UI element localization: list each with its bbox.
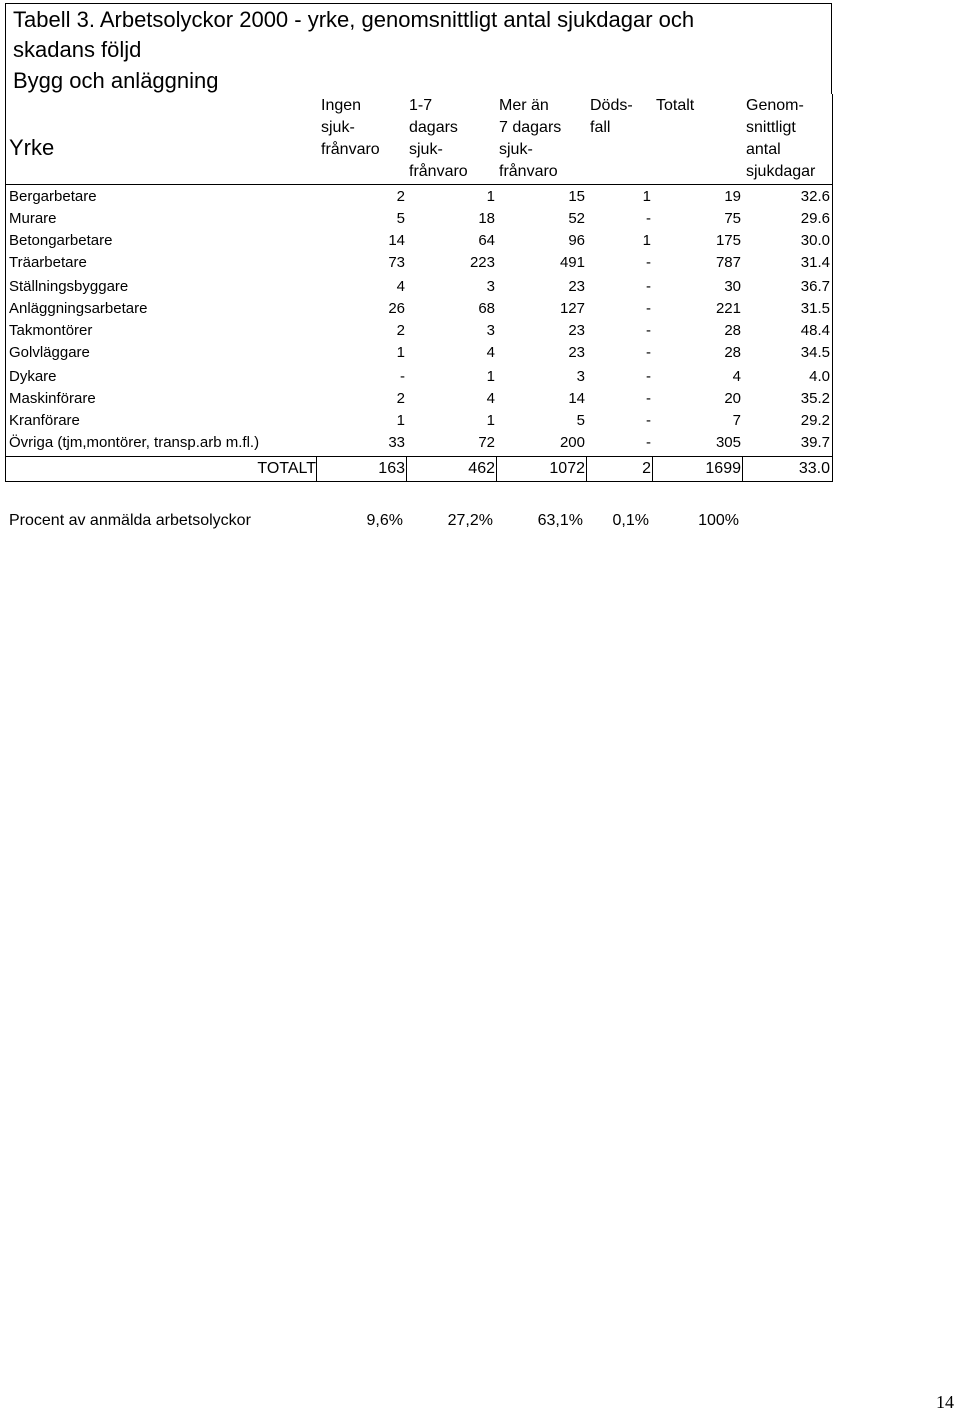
cell-ingen: 33 bbox=[388, 434, 405, 451]
percent-totalt: 100% bbox=[698, 512, 739, 529]
cell-over-7: 52 bbox=[568, 210, 585, 227]
cell-ingen: 1 bbox=[396, 344, 405, 361]
cell-dodsfall: - bbox=[646, 254, 651, 271]
cell-ingen: 2 bbox=[396, 390, 405, 407]
total-totalt: 1699 bbox=[705, 460, 741, 477]
header-line: antal bbox=[746, 141, 781, 158]
cell-totalt: 28 bbox=[724, 322, 741, 339]
cell-ingen: 5 bbox=[396, 210, 405, 227]
header-col-ingen bbox=[321, 95, 380, 161]
cell-yrke: Bergarbetare bbox=[9, 188, 97, 205]
cell-1-7: 1 bbox=[486, 412, 495, 429]
header-line: 1-7 bbox=[409, 97, 433, 114]
cell-over-7: 15 bbox=[568, 188, 585, 205]
header-line: sjuk- bbox=[409, 141, 443, 158]
percent-dodsfall: 0,1% bbox=[612, 512, 649, 529]
cell-over-7: 491 bbox=[559, 254, 585, 271]
cell-1-7: 223 bbox=[469, 254, 495, 271]
total-dodsfall: 2 bbox=[642, 460, 651, 477]
cell-snitt: 29.6 bbox=[800, 210, 830, 227]
table-title-box bbox=[5, 3, 832, 94]
cell-totalt: 28 bbox=[724, 344, 741, 361]
cell-totalt: 787 bbox=[715, 254, 741, 271]
header-col-totalt bbox=[656, 95, 694, 117]
cell-over-7: 200 bbox=[559, 434, 585, 451]
cell-1-7: 4 bbox=[486, 390, 495, 407]
cell-ingen: 73 bbox=[388, 254, 405, 271]
cell-totalt: 19 bbox=[724, 188, 741, 205]
table-row bbox=[5, 366, 832, 388]
cell-yrke: Ställningsbyggare bbox=[9, 278, 129, 295]
cell-snitt: 48.4 bbox=[800, 322, 830, 339]
cell-ingen: 2 bbox=[396, 322, 405, 339]
cell-ingen: 2 bbox=[396, 188, 405, 205]
table-row bbox=[5, 320, 832, 342]
total-snitt: 33.0 bbox=[798, 460, 830, 477]
header-line: Totalt bbox=[656, 97, 695, 114]
total-label: TOTALT bbox=[257, 460, 316, 477]
cell-yrke: Dykare bbox=[9, 368, 57, 385]
header-line: Genom- bbox=[746, 97, 804, 114]
cell-1-7: 4 bbox=[486, 344, 495, 361]
cell-over-7: 3 bbox=[576, 368, 585, 385]
cell-snitt: 32.6 bbox=[800, 188, 830, 205]
header-line: Mer än bbox=[499, 97, 549, 114]
cell-1-7: 72 bbox=[478, 434, 495, 451]
header-col-dodsfall bbox=[590, 95, 633, 139]
cell-yrke: Kranförare bbox=[9, 412, 80, 429]
cell-1-7: 64 bbox=[478, 232, 495, 249]
cell-over-7: 23 bbox=[568, 344, 585, 361]
header-line: frånvaro bbox=[321, 141, 380, 158]
cell-totalt: 175 bbox=[715, 232, 741, 249]
cell-over-7: 23 bbox=[568, 278, 585, 295]
header-line: dagars bbox=[409, 119, 458, 136]
percent-over-7: 63,1% bbox=[537, 512, 583, 529]
cell-snitt: 30.0 bbox=[800, 232, 830, 249]
cell-1-7: 3 bbox=[486, 278, 495, 295]
cell-1-7: 18 bbox=[478, 210, 495, 227]
page-number: 14 bbox=[936, 1392, 954, 1412]
cell-1-7: 1 bbox=[486, 188, 495, 205]
percent-row bbox=[9, 510, 769, 532]
total-1-7: 462 bbox=[468, 460, 495, 477]
total-bottom-border bbox=[5, 481, 833, 482]
table-row bbox=[5, 298, 832, 320]
cell-snitt: 29.2 bbox=[800, 412, 830, 429]
cell-dodsfall: - bbox=[646, 278, 651, 295]
cell-totalt: 221 bbox=[715, 300, 741, 317]
header-col-mer-an-7 bbox=[499, 95, 561, 183]
cell-yrke: Murare bbox=[9, 210, 57, 227]
cell-dodsfall: 1 bbox=[642, 232, 651, 249]
header-yrke: Yrke bbox=[9, 135, 55, 160]
cell-totalt: 30 bbox=[724, 278, 741, 295]
cell-snitt: 31.5 bbox=[800, 300, 830, 317]
cell-1-7: 68 bbox=[478, 300, 495, 317]
cell-snitt: 39.7 bbox=[800, 434, 830, 451]
table-row bbox=[5, 252, 832, 274]
cell-totalt: 305 bbox=[715, 434, 741, 451]
cell-ingen: - bbox=[400, 368, 405, 385]
percent-1-7: 27,2% bbox=[447, 512, 493, 529]
cell-dodsfall: - bbox=[646, 344, 651, 361]
cell-yrke: Övriga (tjm,montörer, transp.arb m.fl.) bbox=[9, 434, 260, 451]
cell-dodsfall: - bbox=[646, 322, 651, 339]
table-title-line-2: skadans följd bbox=[13, 37, 142, 62]
table-row bbox=[5, 230, 832, 252]
header-col-1-7-dagar bbox=[409, 95, 468, 183]
cell-yrke: Anläggningsarbetare bbox=[9, 300, 148, 317]
table-row bbox=[5, 342, 832, 364]
header-line: Ingen bbox=[321, 97, 362, 114]
header-line: fall bbox=[590, 119, 611, 136]
cell-dodsfall: - bbox=[646, 390, 651, 407]
cell-yrke: Betongarbetare bbox=[9, 232, 113, 249]
table-row bbox=[5, 432, 832, 454]
cell-ingen: 26 bbox=[388, 300, 405, 317]
header-line: snittligt bbox=[746, 119, 796, 136]
cell-1-7: 3 bbox=[486, 322, 495, 339]
percent-ingen: 9,6% bbox=[366, 512, 403, 529]
cell-totalt: 20 bbox=[724, 390, 741, 407]
cell-snitt: 35.2 bbox=[800, 390, 830, 407]
cell-snitt: 36.7 bbox=[800, 278, 830, 295]
header-line: frånvaro bbox=[499, 163, 558, 180]
cell-over-7: 23 bbox=[568, 322, 585, 339]
table-row bbox=[5, 208, 832, 230]
cell-totalt: 4 bbox=[732, 368, 741, 385]
table-subtitle: Bygg och anläggning bbox=[13, 68, 219, 93]
cell-snitt: 4.0 bbox=[809, 368, 830, 385]
cell-ingen: 1 bbox=[396, 412, 405, 429]
table-row bbox=[5, 410, 832, 432]
header-line: sjuk- bbox=[321, 119, 355, 136]
header-line: sjuk- bbox=[499, 141, 533, 158]
cell-yrke: Takmontörer bbox=[9, 322, 93, 339]
total-over-7: 1072 bbox=[549, 460, 585, 477]
cell-ingen: 14 bbox=[388, 232, 405, 249]
total-ingen: 163 bbox=[378, 460, 405, 477]
cell-ingen: 4 bbox=[396, 278, 405, 295]
cell-1-7: 1 bbox=[486, 368, 495, 385]
header-separator bbox=[5, 184, 833, 185]
cell-snitt: 31.4 bbox=[800, 254, 830, 271]
cell-yrke: Maskinförare bbox=[9, 390, 96, 407]
cell-dodsfall: - bbox=[646, 368, 651, 385]
cell-over-7: 127 bbox=[559, 300, 585, 317]
header-line: 7 dagars bbox=[499, 119, 562, 136]
cell-dodsfall: 1 bbox=[642, 188, 651, 205]
header-col-genomsnitt bbox=[746, 95, 815, 183]
cell-yrke: Golvläggare bbox=[9, 344, 90, 361]
cell-totalt: 7 bbox=[732, 412, 741, 429]
table-title-line-1: Tabell 3. Arbetsolyckor 2000 - yrke, genomsnittligt antal sjukdagar och bbox=[13, 7, 695, 32]
cell-dodsfall: - bbox=[646, 210, 651, 227]
cell-totalt: 75 bbox=[724, 210, 741, 227]
total-row bbox=[5, 457, 832, 481]
header-line: frånvaro bbox=[409, 163, 468, 180]
cell-over-7: 14 bbox=[568, 390, 585, 407]
cell-over-7: 96 bbox=[568, 232, 585, 249]
table-row bbox=[5, 276, 832, 298]
percent-label: Procent av anmälda arbetsolyckor bbox=[9, 512, 251, 529]
cell-dodsfall: - bbox=[646, 412, 651, 429]
header-line: Döds- bbox=[590, 97, 633, 114]
cell-yrke: Träarbetare bbox=[9, 254, 87, 271]
table-row bbox=[5, 388, 832, 410]
table-row bbox=[5, 186, 832, 208]
header-line: sjukdagar bbox=[746, 163, 816, 180]
cell-over-7: 5 bbox=[576, 412, 585, 429]
table-right-border bbox=[832, 94, 833, 482]
cell-dodsfall: - bbox=[646, 300, 651, 317]
cell-snitt: 34.5 bbox=[800, 344, 830, 361]
cell-dodsfall: - bbox=[646, 434, 651, 451]
